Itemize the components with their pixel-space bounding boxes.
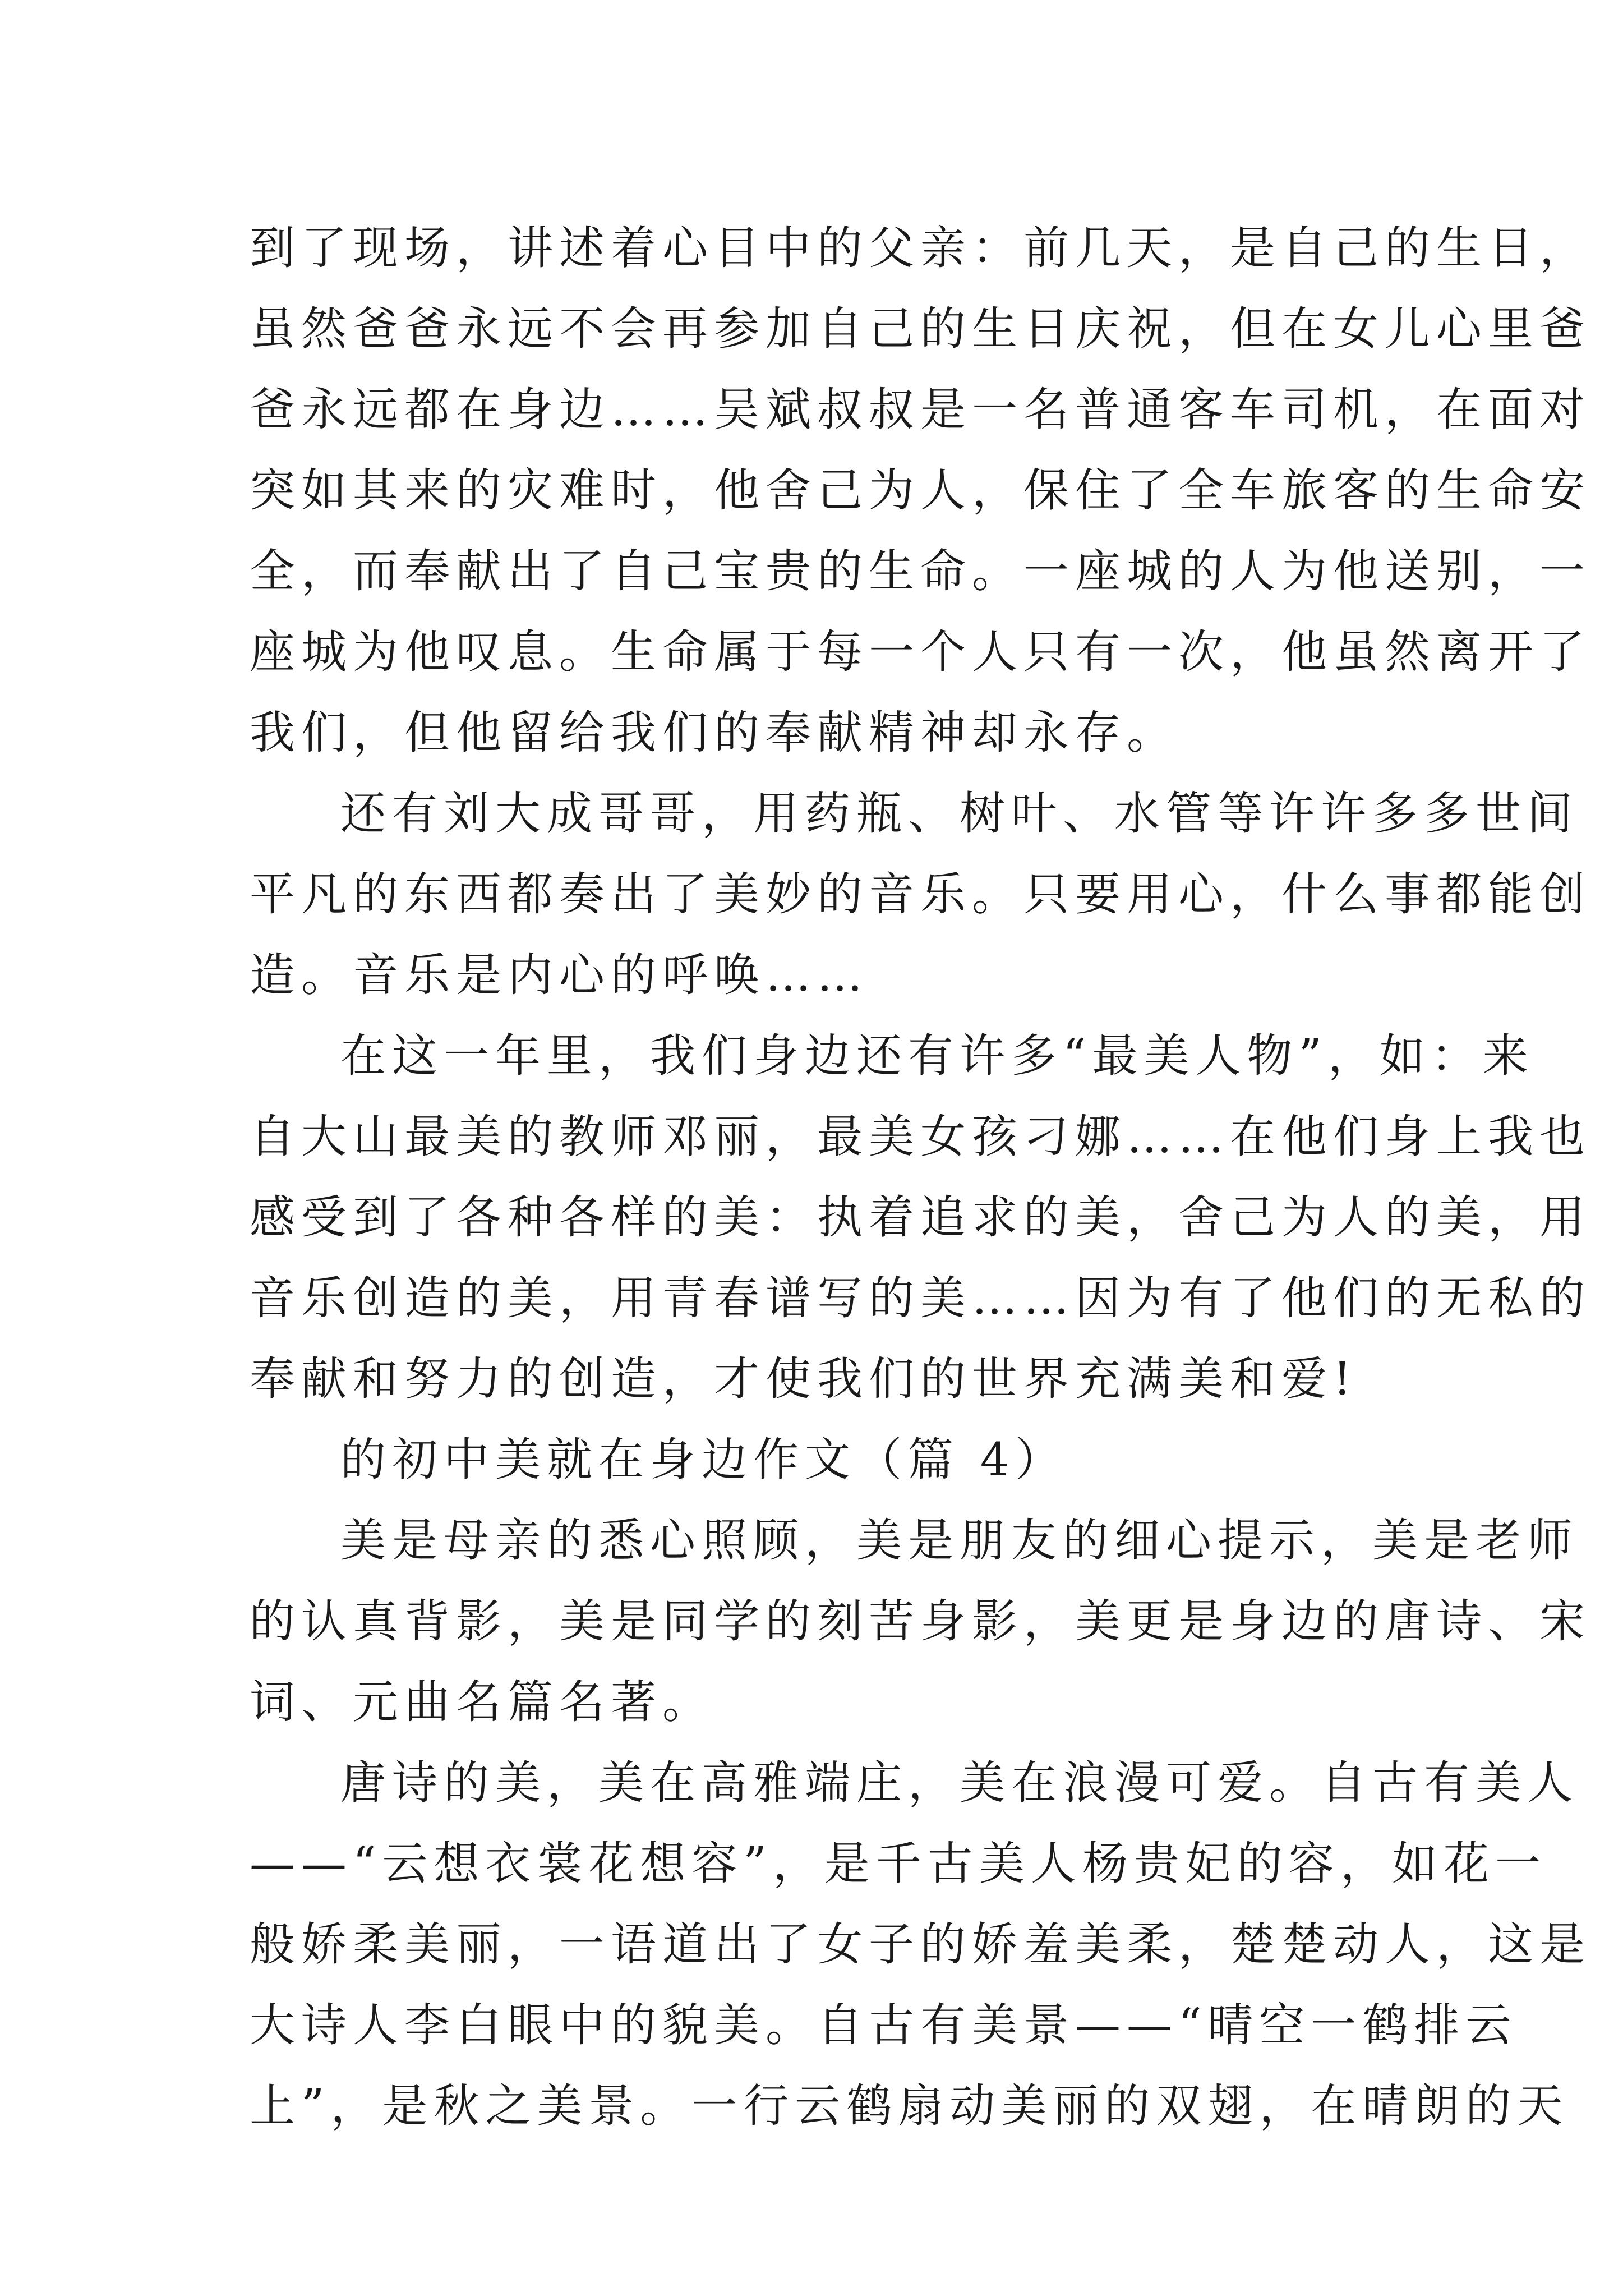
text-line: 的认真背影，美是同学的刻苦身影，美更是身边的唐诗、宋 xyxy=(250,1595,1592,1648)
text-line: ——“云想衣裳花想容”，是千古美人杨贵妃的容，如花一 xyxy=(250,1838,1547,1890)
text-line: 奉献和努力的创造，才使我们的世界充满美和爱! xyxy=(250,1353,1358,1406)
text-line: 突如其来的灾难时，他舍己为人，保住了全车旅客的生命安 xyxy=(250,464,1592,517)
text-line: 般娇柔美丽，一语道出了女子的娇羞美柔，楚楚动人，这是 xyxy=(250,1918,1592,1971)
text-line: 到了现场，讲述着心目中的父亲：前几天，是自己的生日， xyxy=(250,222,1592,275)
section-heading: 的初中美就在身边作文（篇 4） xyxy=(340,1434,1067,1487)
text-line: 平凡的东西都奏出了美妙的音乐。只要用心，什么事都能创 xyxy=(250,868,1592,921)
text-line: 座城为他叹息。生命属于每一个人只有一次，他虽然离开了 xyxy=(250,626,1592,679)
text-line: 虽然爸爸永远不会再参加自己的生日庆祝，但在女儿心里爸 xyxy=(250,303,1592,356)
text-line: 美是母亲的悉心照顾，美是朋友的细心提示，美是老师 xyxy=(340,1515,1579,1567)
text-line: 音乐创造的美，用青春谱写的美……因为有了他们的无私的 xyxy=(250,1272,1592,1325)
document-page xyxy=(250,0,1592,2296)
text-line: 造。音乐是内心的呼唤…… xyxy=(250,949,869,1002)
text-line: 上”，是秋之美景。一行云鹤扇动美丽的双翅，在晴朗的天 xyxy=(250,2080,1569,2133)
text-line: 词、元曲名篇名著。 xyxy=(250,1676,714,1729)
text-line: 爸永远都在身边……吴斌叔叔是一名普通客车司机，在面对 xyxy=(250,384,1592,436)
text-line: 全，而奉献出了自己宝贵的生命。一座城的人为他送别，一 xyxy=(250,545,1592,598)
text-line: 还有刘大成哥哥，用药瓶、树叶、水管等许许多多世间 xyxy=(340,788,1579,840)
text-line: 在这一年里，我们身边还有许多“最美人物”，如：来 xyxy=(340,1030,1534,1083)
text-line: 唐诗的美，美在高雅端庄，美在浪漫可爱。自古有美人 xyxy=(340,1757,1579,1810)
text-line: 大诗人李白眼中的貌美。自古有美景——“晴空一鹤排云 xyxy=(250,1999,1518,2052)
text-line: 我们，但他留给我们的奉献精神却永存。 xyxy=(250,707,1179,760)
text-line: 感受到了各种各样的美：执着追求的美，舍己为人的美，用 xyxy=(250,1191,1592,1244)
text-line: 自大山最美的教师邓丽，最美女孩刁娜……在他们身上我也 xyxy=(250,1111,1592,1163)
